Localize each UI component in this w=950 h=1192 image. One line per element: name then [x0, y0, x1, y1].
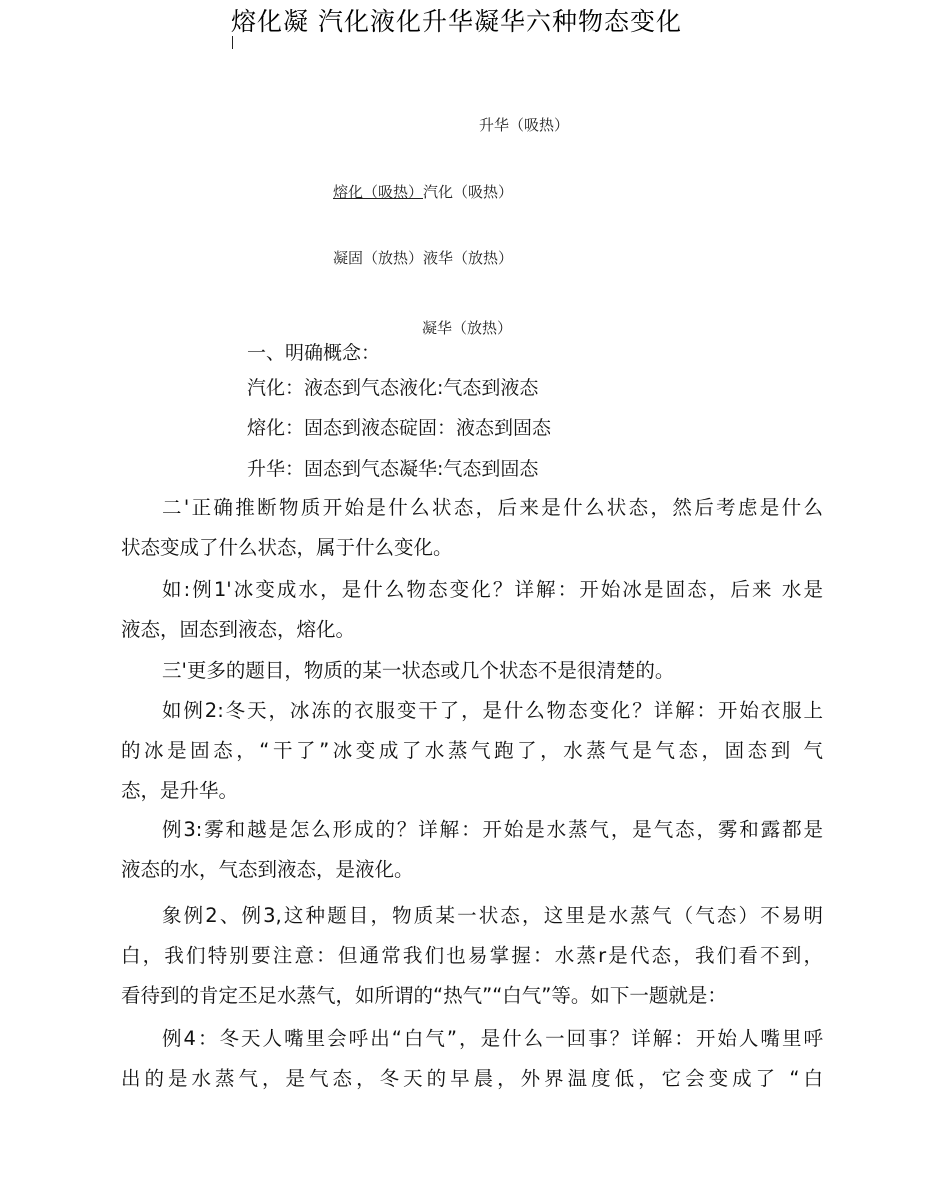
paragraph-line: 如:例1'冰变成水，是什么物态变化？详解：开始冰是固态，后来 水是 — [162, 578, 823, 601]
paragraph-example-1 — [121, 570, 823, 650]
diagram-deposition-label: 凝华（放热） — [422, 319, 513, 337]
concept-line-3: 升华：固态到气态凝华:气态到固态 — [247, 458, 539, 480]
paragraph-line: 象例2、例3,这种题目，物质某一状态，这里是水蒸气（气态）不易明 — [162, 904, 823, 927]
paragraph-line: 白，我们特别要注意：但通常我们也易掌握：水蒸r是代态，我们看不到， — [121, 944, 823, 967]
diagram-liquefaction-label: 液华（放热） — [423, 249, 514, 267]
diagram-solidification-label: 凝固（放热） — [333, 249, 424, 267]
diagram-sublimation-label: 升华（吸热） — [479, 116, 570, 134]
paragraph-example-4 — [121, 1019, 823, 1099]
paragraph-line: 如例2:冬天，冰冻的衣服变干了，是什么物态变化？详解：开始衣服上 — [162, 699, 823, 722]
paragraph-line: 例3:雾和越是怎么形成的？详解：开始是水蒸气，是气态，雾和露都是 — [162, 818, 823, 841]
paragraph-line: 出的是水蒸气，是气态，冬天的早晨，外界温度低，它会变成了 “白 — [121, 1067, 823, 1090]
paragraph-line: 液态，固态到液态，熔化。 — [121, 618, 356, 641]
paragraph-line: 例4：冬天人嘴里会呼出“白气”，是什么一回事？详解：开始人嘴里呼 — [162, 1027, 823, 1050]
concepts-heading: 一、明确概念： — [247, 342, 381, 364]
paragraph-line: 看待到的肯定丕足水蒸气，如所谓的“热气”“白气”等。如下一题就是： — [121, 984, 727, 1007]
page-title: 熔化凝 汽化液化升华凝华六种物态变化 — [231, 7, 682, 36]
diagram-melting-vaporization-row — [333, 181, 513, 202]
paragraph-example-2 — [121, 691, 823, 811]
paragraph-line: 的冰是固态，“干了”冰变成了水蒸气跑了，水蒸气是气态，固态到 气 — [121, 739, 823, 762]
paragraph-note — [121, 896, 823, 1016]
diagram-vaporization-label: 汽化（吸热） — [423, 183, 514, 201]
diagram-melting-label: 熔化（吸热） — [333, 183, 424, 201]
paragraph-section-three — [121, 651, 823, 691]
paragraph-line: 态，是升华。 — [121, 779, 239, 802]
paragraph-line: 三'更多的题目，物质的某一状态或几个状态不是很清楚的。 — [162, 659, 675, 682]
concept-line-2: 熔化：固态到液态碇固：液态到固态 — [247, 417, 552, 439]
paragraph-line: 二'正确推断物质开始是什么状态，后来是什么状态，然后考虑是什么 — [162, 496, 823, 519]
paragraph-line: 状态变成了什么状态，属于什么变化。 — [121, 536, 453, 559]
text-cursor-mark — [232, 36, 233, 49]
paragraph-example-3 — [121, 810, 823, 890]
paragraph-line: 液态的水，气态到液态，是液化。 — [121, 858, 414, 881]
paragraph-section-two — [121, 488, 823, 568]
concept-line-1: 汽化：液态到气态液化:气态到液态 — [247, 377, 539, 399]
diagram-solidification-liquefaction-row — [333, 247, 513, 268]
